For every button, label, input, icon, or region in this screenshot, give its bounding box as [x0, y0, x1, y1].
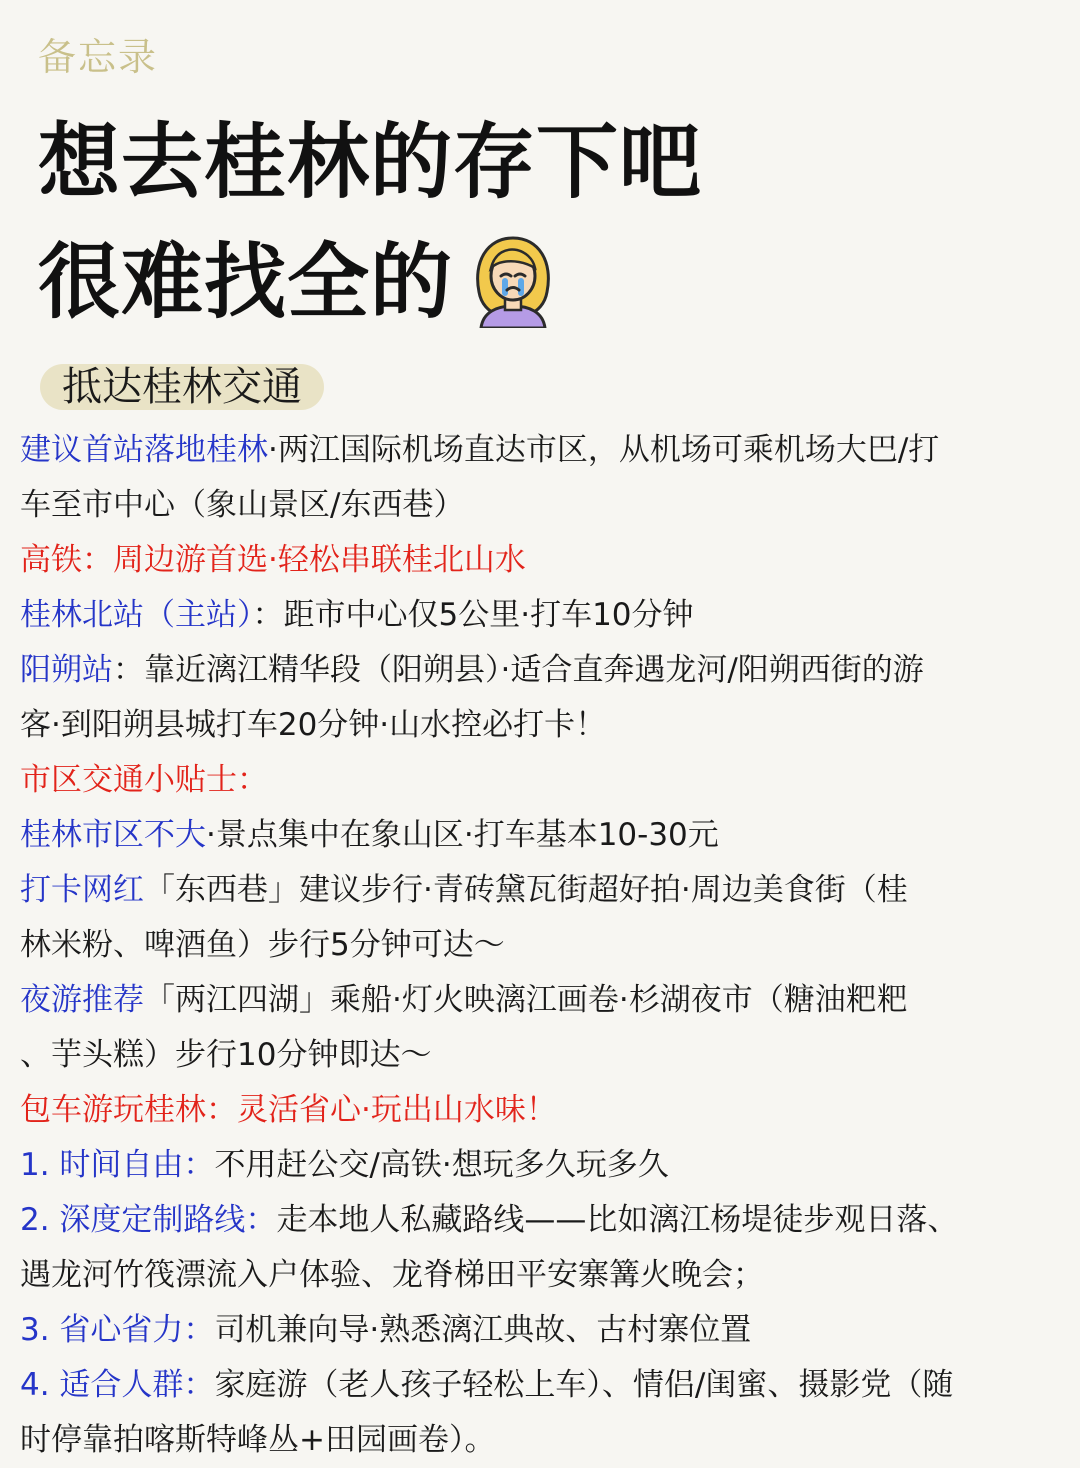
content-line	[20, 1413, 1065, 1468]
text-segment: 客·到阳朔县城打车20分钟·山水控必打卡！	[20, 707, 607, 743]
content-line	[20, 1358, 1065, 1413]
content-line	[20, 863, 1065, 918]
text-segment: 高铁：周边游首选·轻松串联桂北山水	[20, 542, 526, 578]
text-segment: 家庭游（老人孩子轻松上车）、情侣/闺蜜、摄影党（随	[214, 1367, 954, 1403]
text-segment: 建议首站落地桂林	[20, 432, 268, 468]
text-segment: 司机兼向导·熟悉漓江典故、古村寨位置	[214, 1312, 752, 1348]
text-segment: 「两江四湖」乘船·灯火映漓江画卷·杉湖夜市（糖油粑粑	[144, 982, 908, 1018]
app-title: 备忘录	[38, 35, 159, 79]
headline-line-1: 想去桂林的存下吧	[38, 115, 703, 210]
text-segment: 车至市中心（象山景区/东西巷）	[20, 487, 465, 523]
text-segment: 遇龙河竹筏漂流入户体验、龙脊梯田平安寨篝火晚会；	[20, 1257, 764, 1293]
text-segment: 时停靠拍喀斯特峰丛+田园画卷）。	[20, 1422, 496, 1458]
content-line	[20, 808, 1065, 863]
text-segment: 、芋头糕）步行10分钟即达～	[20, 1037, 432, 1073]
text-segment: 桂林市区不大	[20, 817, 206, 853]
content-line	[20, 423, 1065, 478]
text-segment: ·两江国际机场直达市区，从机场可乘机场大巴/打	[268, 432, 940, 468]
content-line	[20, 918, 1065, 973]
text-segment: 1. 时间自由：	[20, 1147, 215, 1183]
text-segment: 4. 适合人群：	[20, 1367, 215, 1403]
text-segment: 市区交通小贴士：	[20, 762, 268, 798]
text-segment: 打卡网红	[20, 872, 144, 908]
text-segment: 走本地人私藏路线——比如漓江杨堤徒步观日落、	[276, 1202, 959, 1238]
text-segment: 阳朔站	[20, 652, 113, 688]
crying-girl-emoji-icon	[467, 232, 559, 328]
text-segment: 3. 省心省力：	[20, 1312, 215, 1348]
content-line	[20, 1248, 1065, 1303]
headline-line-2-text: 很难找全的	[38, 235, 454, 330]
content-body	[20, 423, 1065, 1468]
content-line	[20, 973, 1065, 1028]
section-tag: 抵达桂林交通	[40, 364, 324, 410]
content-line	[20, 643, 1065, 698]
text-segment: 2. 深度定制路线：	[20, 1202, 277, 1238]
content-line	[20, 533, 1065, 588]
content-line	[20, 1193, 1065, 1248]
content-line	[20, 1138, 1065, 1193]
content-line	[20, 588, 1065, 643]
text-segment: 桂林北站（主站）	[20, 597, 253, 633]
text-segment: ：靠近漓江精华段（阳朔县）·适合直奔遇龙河/阳朔西街的游	[113, 652, 924, 688]
content-line	[20, 1303, 1065, 1358]
text-segment: ·景点集中在象山区·打车基本10-30元	[206, 817, 719, 853]
content-line	[20, 1083, 1065, 1138]
text-segment: ：距市中心仅5公里·打车10分钟	[252, 597, 694, 633]
headline-line-2	[38, 235, 559, 330]
content-line	[20, 753, 1065, 808]
text-segment: 包车游玩桂林：灵活省心·玩出山水味！	[20, 1092, 557, 1128]
text-segment: 林米粉、啤酒鱼）步行5分钟可达～	[20, 927, 505, 963]
text-segment: 「东西巷」建议步行·青砖黛瓦街超好拍·周边美食街（桂	[144, 872, 908, 908]
text-segment: 不用赶公交/高铁·想玩多久玩多久	[214, 1147, 669, 1183]
text-segment: 夜游推荐	[20, 982, 144, 1018]
content-line	[20, 1028, 1065, 1083]
content-line	[20, 478, 1065, 533]
content-line	[20, 698, 1065, 753]
